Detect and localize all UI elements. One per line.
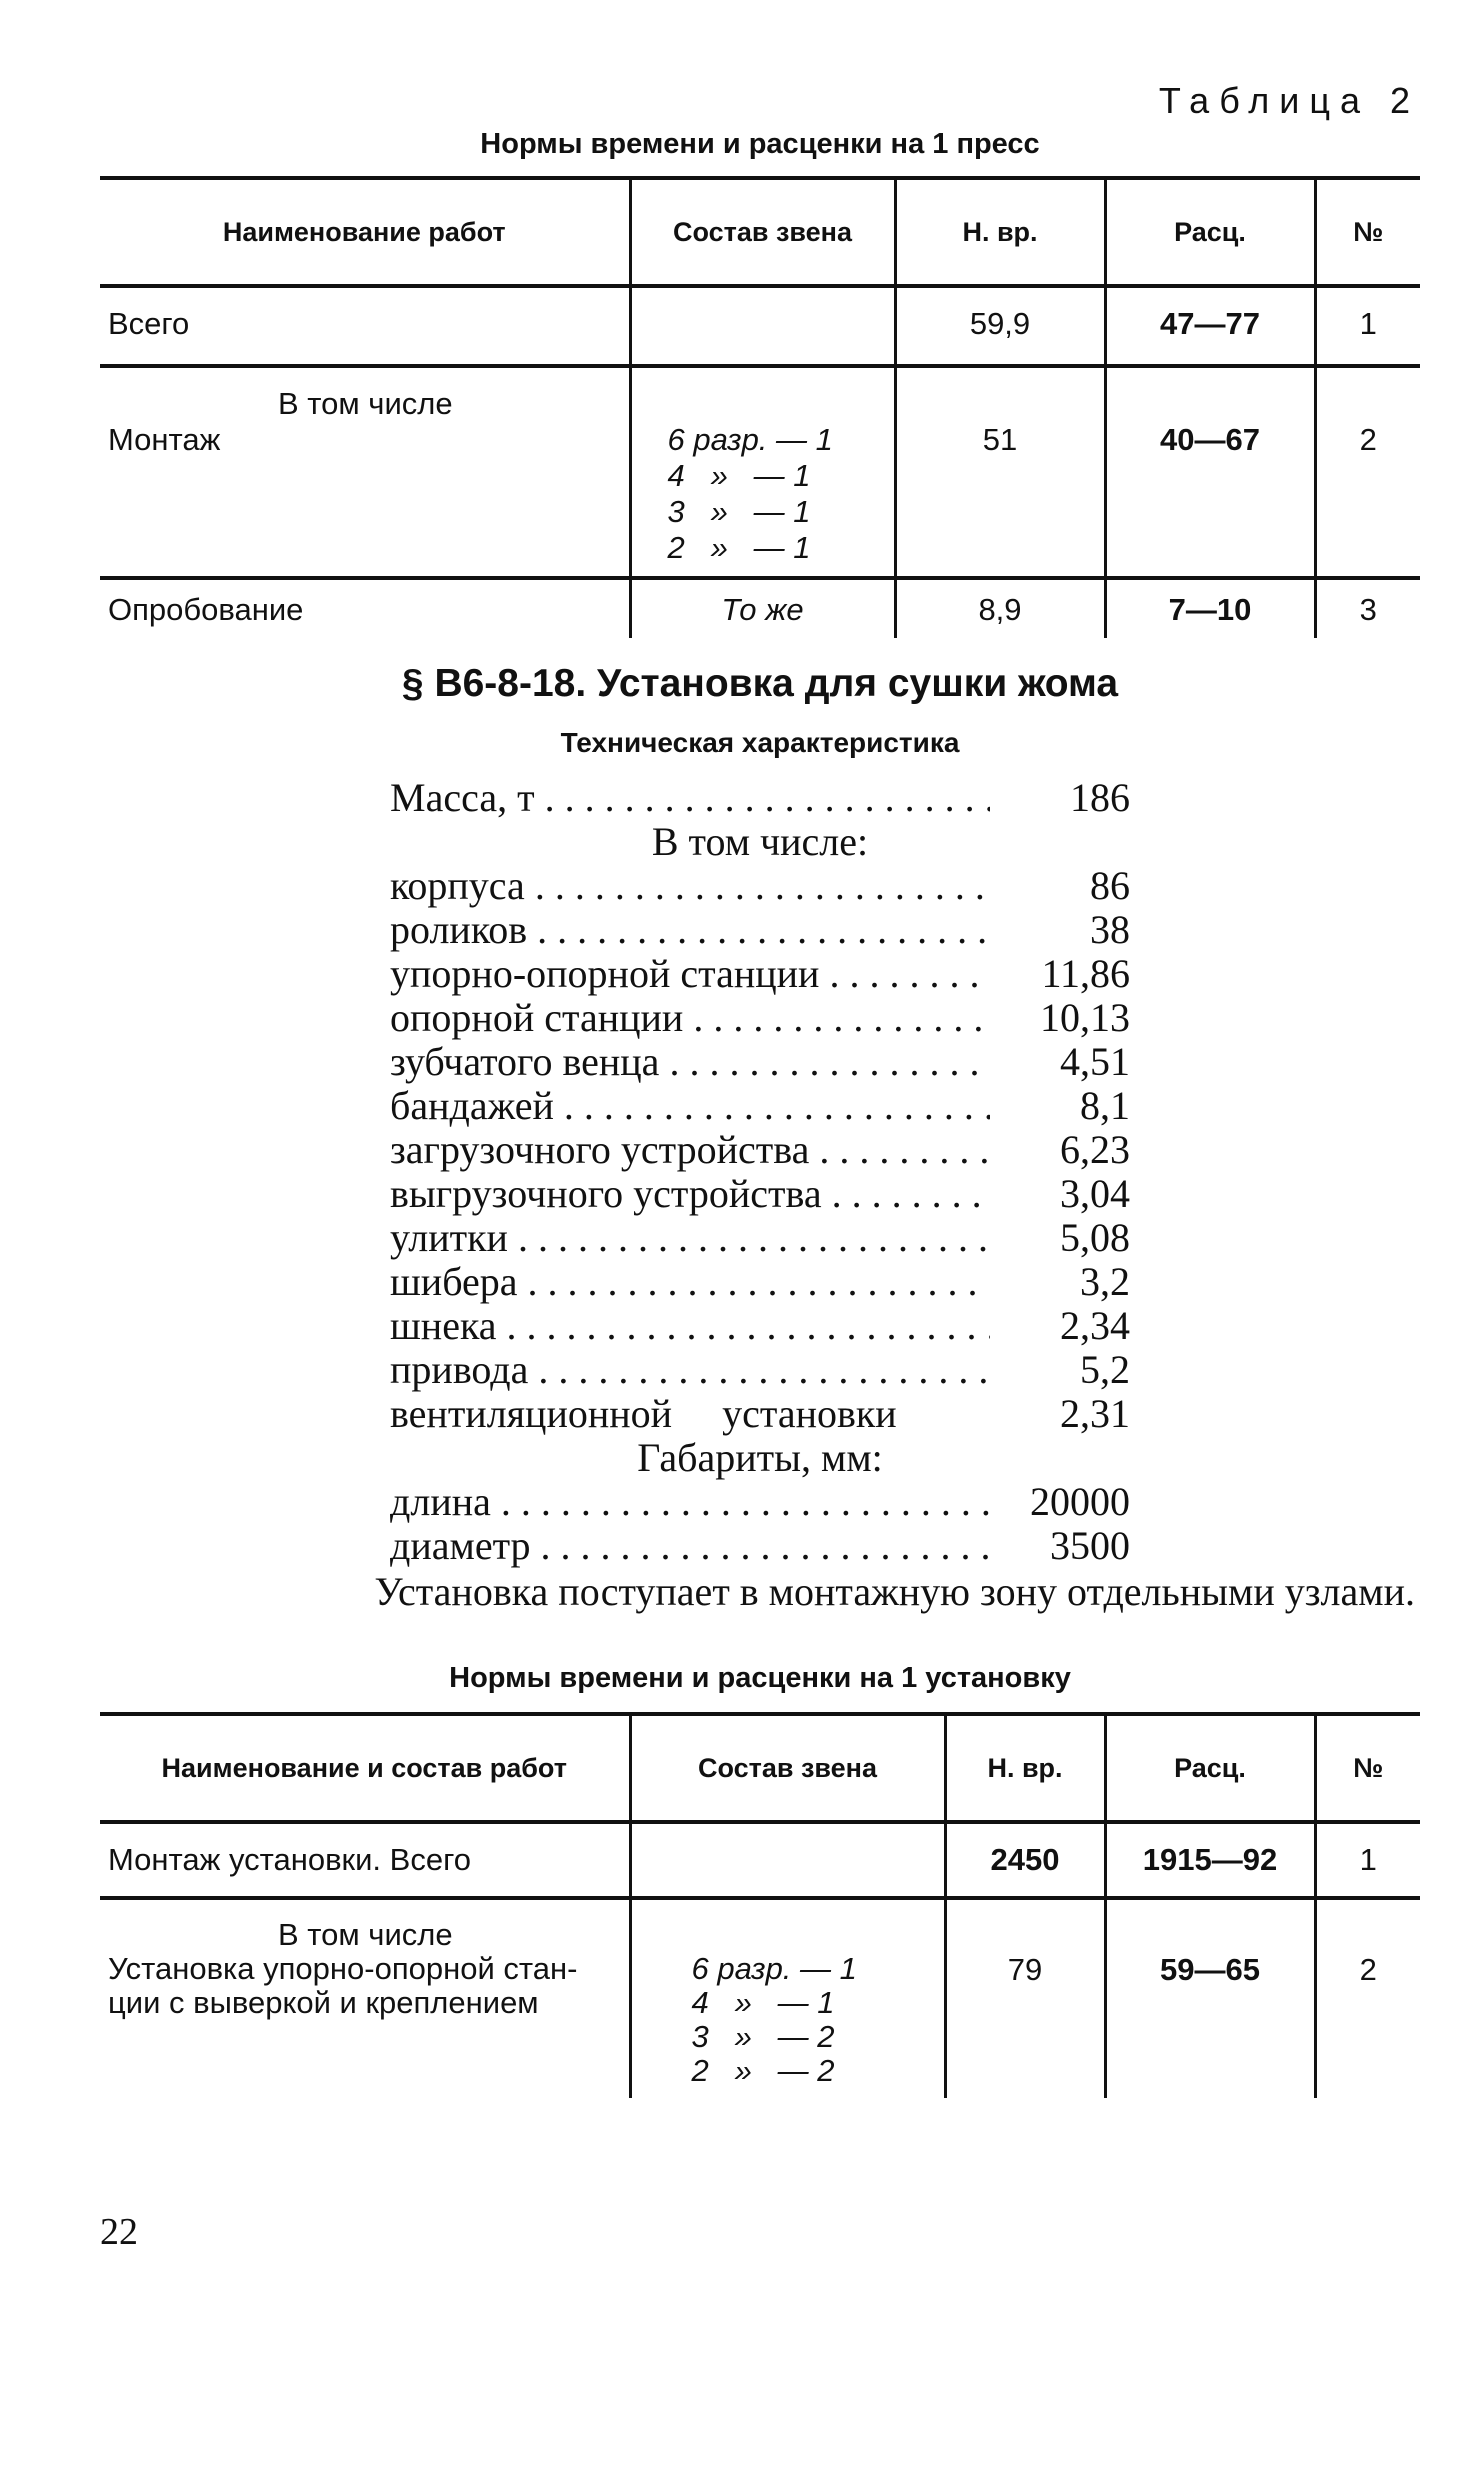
header-crew: Состав звена [630, 178, 895, 286]
row-rate: 40—67 [1105, 366, 1315, 578]
spec-value: 3500 [1050, 1523, 1130, 1568]
row-crew [630, 366, 895, 578]
row-time: 59,9 [895, 286, 1105, 366]
spec-label: улитки . . . [390, 1216, 990, 1260]
row-number: 1 [1315, 1822, 1420, 1898]
spec-subheading: В том числе: [651, 819, 869, 864]
table2-header-row [100, 1714, 1420, 1822]
spec-row [390, 1216, 1130, 1260]
header-time-norm: Н. вр. [895, 178, 1105, 286]
row-name: Опробование [108, 592, 304, 627]
row-rate: 47—77 [1105, 286, 1315, 366]
row-crew [630, 1822, 945, 1898]
row-time: 8,9 [895, 578, 1105, 638]
spec-row [390, 1128, 1130, 1172]
spec-label: зубчатого венца . . . [390, 1040, 990, 1084]
spec-row [390, 952, 1130, 996]
spec-value: 10,13 [1040, 995, 1130, 1040]
spec-row [390, 1172, 1130, 1216]
table-row [100, 286, 1420, 366]
spec-label: роликов . . . [390, 908, 990, 952]
row-number: 2 [1315, 366, 1420, 578]
spec-value: 186 [1070, 775, 1130, 820]
row-time: 2450 [945, 1822, 1105, 1898]
row-name: Монтаж [108, 422, 221, 457]
row-rate: 59—65 [1105, 1898, 1315, 2098]
spec-value: 86 [1090, 863, 1130, 908]
spec-label: шибера . . . [390, 1260, 990, 1304]
spec-label: шнека . . . [390, 1304, 990, 1348]
row-time: 79 [945, 1898, 1105, 2098]
row-name-cell [100, 366, 630, 578]
spec-label: длина . . . [390, 1480, 990, 1524]
row-rate: 7—10 [1105, 578, 1315, 638]
spec-label: упорно-опорной станции . . . [390, 952, 990, 996]
row-number: 3 [1315, 578, 1420, 638]
spec-value: 38 [1090, 907, 1130, 952]
spec-row [390, 1260, 1130, 1304]
spec-label: опорной станции . . . [390, 996, 990, 1040]
header-work-name: Наименование работ [100, 178, 630, 286]
spec-value: 11,86 [1041, 951, 1130, 996]
spec-value: 5,2 [1080, 1347, 1130, 1392]
spec-label: бандажей . . . [390, 1084, 990, 1128]
crew-line: 2 » — 2 [691, 2053, 835, 2088]
page-number: 22 [100, 2211, 138, 2253]
header-rate: Расц. [1105, 1714, 1315, 1822]
crew-line: 6 разр. — 1 [691, 1951, 857, 1986]
row-name-line: ции с выверкой и креплением [108, 1985, 539, 2020]
spec-label: вентиляционной установки [390, 1392, 897, 1436]
spec-row [390, 864, 1130, 908]
row-rate: 1915—92 [1105, 1822, 1315, 1898]
spec-subheading: Габариты, мм: [637, 1435, 883, 1480]
row-name-cell [100, 1898, 630, 2098]
table-row [100, 1822, 1420, 1898]
table2 [100, 1712, 1420, 2098]
crew-line: 3 » — 1 [667, 494, 811, 529]
header-time-norm: Н. вр. [945, 1714, 1105, 1822]
spec-row [390, 1040, 1130, 1084]
row-crew [630, 1898, 945, 2098]
header-rate: Расц. [1105, 178, 1315, 286]
row-number: 2 [1315, 1898, 1420, 2098]
row-name-line: Установка упорно-опорной стан- [108, 1951, 578, 1986]
table-row [100, 366, 1420, 578]
row-subnote: В том числе [278, 1917, 453, 1952]
spec-label: диаметр . . . [390, 1524, 990, 1568]
spec-label: Масса, т . . . [390, 776, 990, 820]
table-number-label: Таблица 2 [1158, 80, 1420, 121]
table-row [100, 1898, 1420, 2098]
spec-row [390, 908, 1130, 952]
row-number: 1 [1315, 286, 1420, 366]
tech-spec-list [390, 776, 1130, 1568]
crew-line: 4 » — 1 [691, 1985, 835, 2020]
spec-row [390, 1348, 1130, 1392]
spec-value: 8,1 [1080, 1083, 1130, 1128]
table1-header-row [100, 178, 1420, 286]
table2-caption: Нормы времени и расценки на 1 установку [449, 1662, 1071, 1694]
spec-label: привода . . . [390, 1348, 990, 1392]
spec-value: 4,51 [1060, 1039, 1130, 1084]
spec-label: корпуса . . . [390, 864, 990, 908]
spec-row [390, 1524, 1130, 1568]
spec-value: 6,23 [1060, 1127, 1130, 1172]
spec-row [390, 1084, 1130, 1128]
delivery-note: Установка поступает в монтажную зону отдельными узлами. [374, 1569, 1415, 1614]
tech-spec-title: Техническая характеристика [560, 727, 960, 758]
spec-value: 2,31 [1060, 1391, 1130, 1436]
header-number: № [1315, 178, 1420, 286]
spec-value: 20000 [1030, 1479, 1130, 1524]
table1 [100, 176, 1420, 638]
header-number: № [1315, 1714, 1420, 1822]
spec-row [390, 996, 1130, 1040]
row-subnote: В том числе [278, 386, 453, 421]
spec-row [390, 1392, 1130, 1436]
spec-row [390, 776, 1130, 820]
crew-line: 4 » — 1 [667, 458, 811, 493]
spec-value: 2,34 [1060, 1303, 1130, 1348]
row-name: Всего [100, 286, 630, 366]
crew-line: 2 » — 1 [667, 530, 811, 565]
spec-value: 3,04 [1060, 1171, 1130, 1216]
spec-value: 5,08 [1060, 1215, 1130, 1260]
crew-line: 6 разр. — 1 [667, 422, 833, 457]
spec-row [390, 1304, 1130, 1348]
row-time: 51 [895, 366, 1105, 578]
spec-value: 3,2 [1080, 1259, 1130, 1304]
header-work-name: Наименование и состав работ [100, 1714, 630, 1822]
row-crew [630, 286, 895, 366]
header-crew: Состав звена [630, 1714, 945, 1822]
spec-label: выгрузочного устройства . . . [390, 1172, 990, 1216]
crew-line: 3 » — 2 [691, 2019, 835, 2054]
spec-label: загрузочного устройства . . . [390, 1128, 990, 1172]
table1-caption: Нормы времени и расценки на 1 пресс [480, 128, 1040, 160]
section-title: § В6-8-18. Установка для сушки жома [401, 662, 1119, 705]
spec-row [390, 1480, 1130, 1524]
row-crew: То же [630, 578, 895, 638]
row-name: Монтаж установки. Всего [100, 1822, 630, 1898]
table-row [100, 578, 1420, 638]
